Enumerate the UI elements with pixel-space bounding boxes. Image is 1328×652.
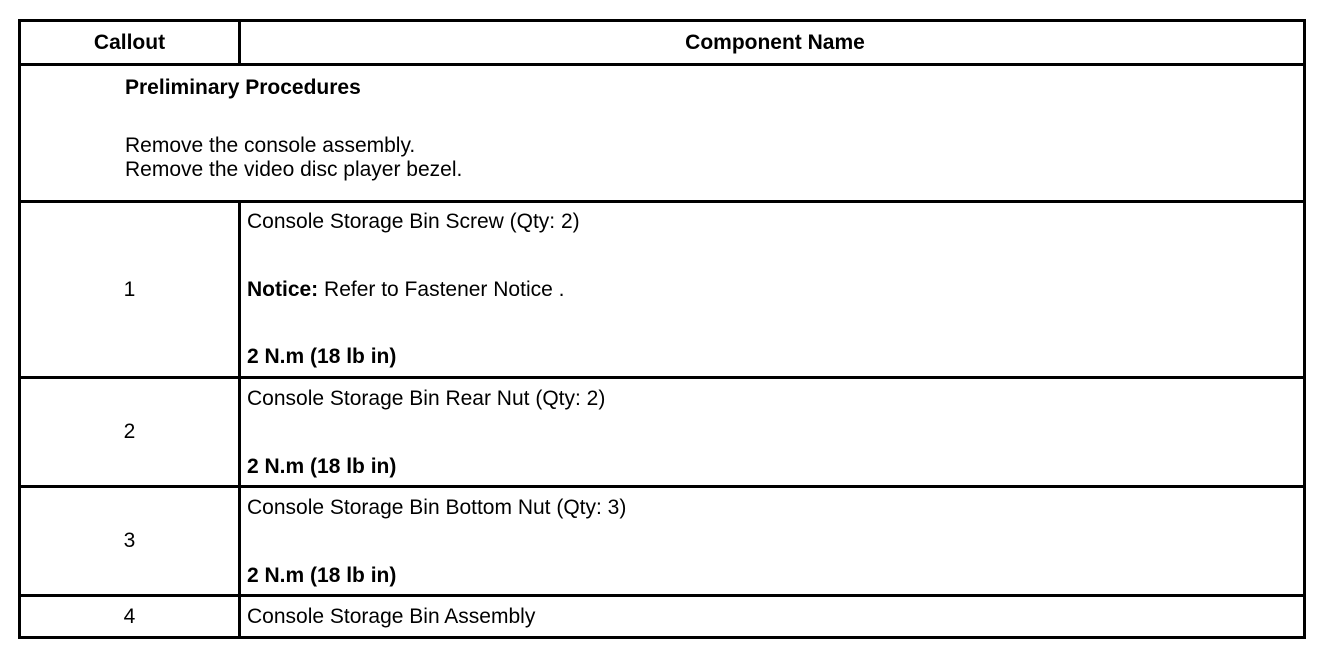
table-row — [21, 203, 1303, 379]
table-row — [21, 488, 1303, 597]
component-name-cell — [241, 379, 1303, 485]
torque-spec: 2 N.m (18 lb in) — [247, 345, 397, 368]
component-name: Console Storage Bin Bottom Nut (Qty: 3) — [247, 496, 627, 519]
preliminary-procedures-title: Preliminary Procedures — [125, 76, 361, 99]
torque-spec: 2 N.m (18 lb in) — [247, 564, 397, 587]
notice-label: Notice: — [247, 278, 319, 301]
component-name-cell — [241, 203, 1303, 376]
component-name: Console Storage Bin Rear Nut (Qty: 2) — [247, 387, 606, 410]
component-name-cell — [241, 597, 1303, 636]
component-name: Console Storage Bin Screw (Qty: 2) — [247, 210, 580, 233]
component-name: Console Storage Bin Assembly — [247, 604, 536, 628]
preliminary-step: Remove the console assembly. — [125, 134, 416, 157]
notice — [247, 278, 1303, 302]
table-row — [21, 379, 1303, 488]
component-name-cell — [241, 488, 1303, 594]
components-table — [18, 19, 1306, 639]
table-header-row — [21, 22, 1303, 66]
preliminary-step: Remove the video disc player bezel. — [125, 158, 463, 181]
callout-number: 2 — [21, 379, 241, 485]
callout-number: 1 — [21, 203, 241, 376]
callout-number: 4 — [21, 597, 241, 636]
callout-column-header: Callout — [21, 22, 241, 63]
preliminary-procedures-row — [21, 66, 1303, 203]
callout-number: 3 — [21, 488, 241, 594]
table-row — [21, 597, 1303, 636]
component-name-column-header: Component Name — [685, 30, 865, 54]
notice-text: Refer to Fastener Notice . — [318, 278, 565, 301]
torque-spec: 2 N.m (18 lb in) — [247, 455, 397, 478]
